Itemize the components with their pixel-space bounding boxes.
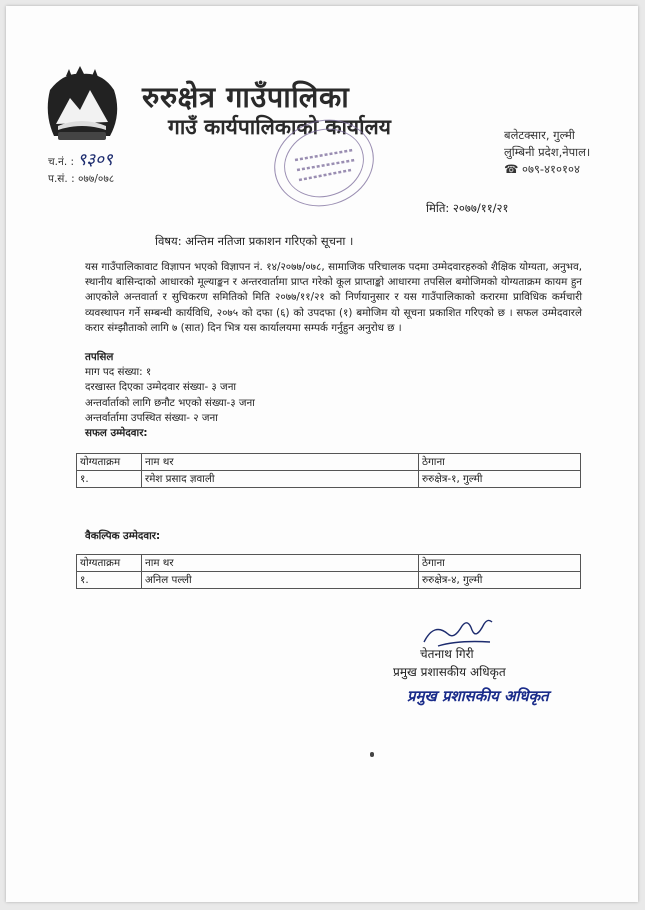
- name-cell: रमेश प्रसाद ज्ञवाली: [142, 471, 419, 488]
- successful-candidates-table: [76, 453, 581, 488]
- telephone-icon: ☎: [504, 162, 519, 176]
- column-header: नाम थर: [142, 555, 419, 572]
- office-stamp: [265, 112, 383, 214]
- ink-speck: [370, 752, 374, 757]
- column-header: ठेगाना: [419, 454, 581, 471]
- posts-count: माग पद संख्या: १: [85, 366, 152, 379]
- name-cell: अनिल पल्ली: [142, 572, 419, 589]
- designation-stamp: प्रमुख प्रशासकीय अधिकृत: [407, 687, 549, 705]
- notice-body: यस गाउँपालिकावाट विज्ञापन भएको विज्ञापन नं. १४/२०७७/०७८, सामाजिक परिचालक पदमा उम्मेदवारहरुको शैक्षिक योग्यता, अनुभव, स्थानीय बासिन्दाको आधारको मूल्याङ्कन र अन्तरवार्तामा प्राप्त गरेको कूल प्राप्ताङ्को आधारमा तपसिल बमोजिमको योग्यताक्रम कायम हुन आएकोले अन्तवार्ता र सुचिकरण समितिको मिति २०७७/११/२१ को निर्णयानुसार र यस गाउँपालिकाको करारमा प्राविधिक कर्मचारी व्यवस्थापन गर्ने सम्बन्धी कार्यविधि, २०७५ को दफा (६) को उपदफा (१) बमोजिम यो सूचना प्रकाशित गरिएको छ । सफल उम्मेदवारले करार संम्झौताको लागि ७ (सात) दिन भित्र यस कार्यालयमा सम्पर्क गर्नुहुन अनुरोध छ ।: [85, 261, 582, 334]
- table-header-row: [77, 555, 581, 572]
- address-cell: रुरुक्षेत्र-१, गुल्मी: [419, 471, 581, 488]
- signatory-name: चेतनाथ गिरी: [420, 647, 474, 661]
- table-row: [77, 471, 581, 488]
- phone-line: [504, 161, 590, 178]
- office-title: रुरुक्षेत्र गाउँपालिका: [142, 80, 350, 114]
- address-cell: रुरुक्षेत्र-४, गुल्मी: [419, 572, 581, 589]
- column-header: नाम थर: [142, 454, 419, 471]
- office-subtitle: गाउँ कार्यपालिकाको कार्यालय: [168, 115, 391, 139]
- notice-subject: विषय: अन्तिम नतिजा प्रकाशन गरिएको सूचना ।: [155, 234, 354, 248]
- successful-heading: सफल उम्मेदवार:: [85, 427, 148, 440]
- details-heading: तपसिल: [85, 351, 114, 363]
- fiscal-year-line: [48, 171, 114, 188]
- fiscal-year: ०७७/०७८: [77, 173, 115, 185]
- column-header: योग्यताक्रम: [77, 454, 142, 471]
- signatory-role: प्रमुख प्रशासकीय अधिकृत: [393, 665, 506, 679]
- ref-number-line: [48, 152, 114, 171]
- fiscal-label: प.सं. :: [48, 173, 75, 185]
- table-header-row: [77, 454, 581, 471]
- table-row: [77, 572, 581, 589]
- applicants-count: दरखास्त दिएका उम्मेदवार संख्या- ३ जना: [85, 381, 237, 394]
- column-header: ठेगाना: [419, 555, 581, 572]
- details-block: [85, 350, 255, 441]
- ref-number: ९३०९: [77, 150, 113, 170]
- alternate-heading: वैकल्पिक उम्मेदवार:: [85, 530, 161, 542]
- shortlisted-count: अन्तर्वार्ताको लागि छनौट भएको संख्या-३ जना: [85, 396, 255, 409]
- alternate-candidates-table: [76, 554, 581, 589]
- address-line-1: बलेटक्सार, गुल्मी: [504, 128, 575, 142]
- office-address: [504, 127, 590, 178]
- notice-date: मिति: २०७७/११/२१: [426, 201, 509, 215]
- address-line-2: लुम्बिनी प्रदेश,नेपाल।: [504, 145, 591, 159]
- column-header: योग्यताक्रम: [77, 555, 142, 572]
- interviewed-count: अन्तर्वार्तामा उपस्थित संख्या- २ जना: [85, 411, 218, 424]
- nepal-emblem-icon: [36, 64, 128, 144]
- rank-cell: १.: [77, 572, 142, 589]
- phone-number: ०७९-४१०१०४: [521, 162, 580, 176]
- reference-block: [48, 152, 114, 188]
- ref-label: च.नं. :: [48, 156, 75, 168]
- rank-cell: १.: [77, 471, 142, 488]
